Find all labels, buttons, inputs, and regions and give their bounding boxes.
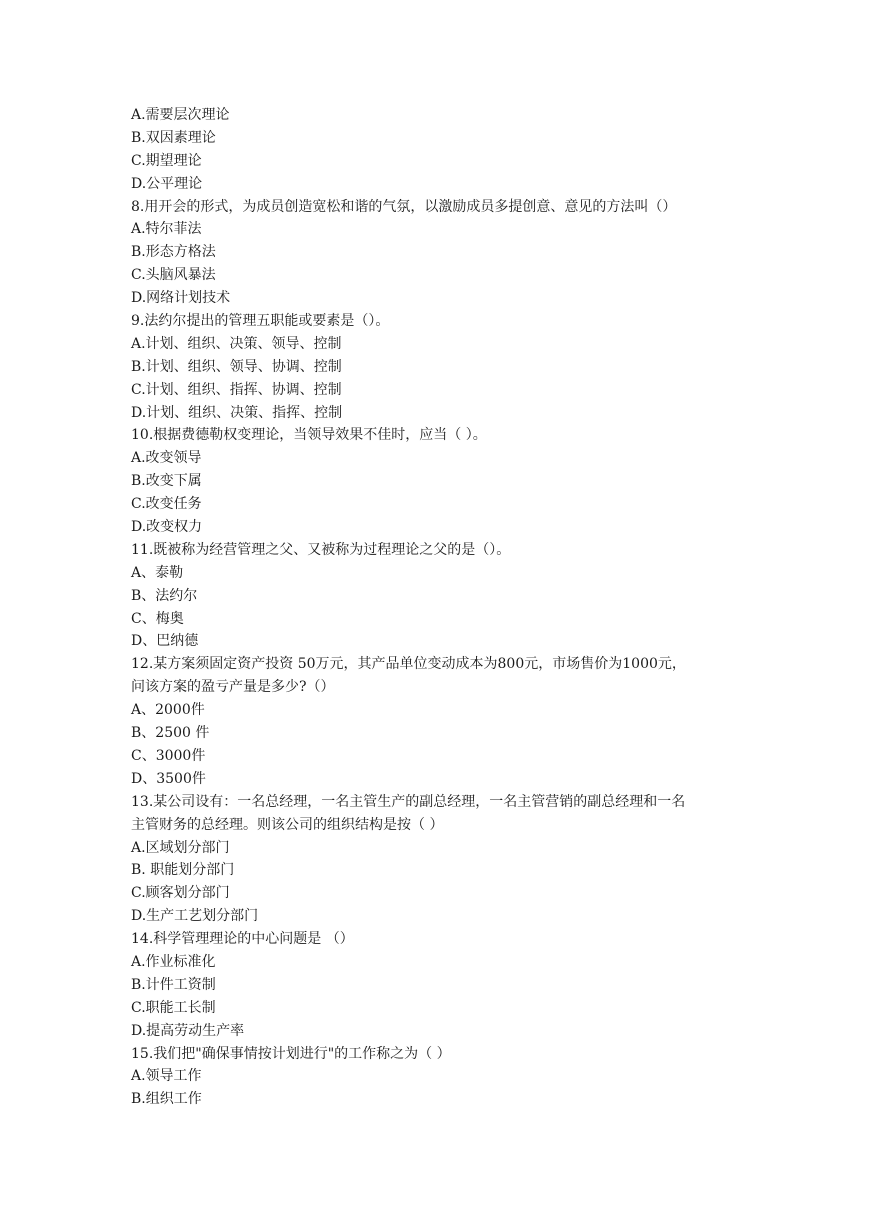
text-line: D.网络计划技术 <box>131 290 231 307</box>
text-line: 8.用开会的形式，为成员创造宽松和谐的气氛，以激励成员多提创意、意见的方法叫（） <box>131 198 677 215</box>
text-line: D.提高劳动生产率 <box>131 1022 245 1039</box>
text-line: B.形态方格法 <box>131 244 216 261</box>
text-line: A.作业标准化 <box>131 953 216 970</box>
text-line: B.改变下属 <box>131 473 202 490</box>
text-line: A.特尔菲法 <box>131 221 202 238</box>
text-line: C、梅奥 <box>131 610 184 627</box>
text-line: D.公平理论 <box>131 175 203 192</box>
text-line: B.计划、组织、领导、协调、控制 <box>131 358 342 375</box>
text-line: 15.我们把"确保事情按计划进行"的工作称之为（ ） <box>131 1045 451 1062</box>
text-line: D、巴纳德 <box>131 633 199 650</box>
text-line: 问该方案的盈亏产量是多少?（） <box>131 679 335 696</box>
text-line: A.计划、组织、决策、领导、控制 <box>131 335 342 352</box>
text-line: 14.科学管理理论的中心问题是 （） <box>131 931 354 948</box>
text-line: B.双因素理论 <box>131 129 216 146</box>
text-line: D.计划、组织、决策、指挥、控制 <box>131 404 343 421</box>
text-line: C.头脑风暴法 <box>131 267 216 284</box>
text-line: D、3500件 <box>131 770 206 787</box>
text-line: A、2000件 <box>131 702 205 719</box>
text-line: 主管财务的总经理。则该公司的组织结构是按（ ） <box>131 816 444 833</box>
text-line: A、泰勒 <box>131 564 184 581</box>
question-text-block <box>131 104 751 1111</box>
text-line: A.领导工作 <box>131 1068 202 1085</box>
text-line: 11.既被称为经营管理之父、又被称为过程理论之父的是（）。 <box>131 541 511 558</box>
text-line: 10.根据费德勒权变理论，当领导效果不佳时，应当（ ）。 <box>131 427 487 444</box>
text-line: B.计件工资制 <box>131 976 216 993</box>
text-line: C.计划、组织、指挥、协调、控制 <box>131 381 342 398</box>
text-line: C.职能工长制 <box>131 999 216 1016</box>
text-line: 12.某方案须固定资产投资 50万元，其产品单位变动成本为800元，市场售价为1000元， <box>131 656 686 673</box>
text-line: 9.法约尔提出的管理五职能或要素是（）。 <box>131 313 390 330</box>
text-line: B. 职能划分部门 <box>131 862 235 879</box>
text-line: B、2500 件 <box>131 725 210 742</box>
text-line: C.期望理论 <box>131 152 202 169</box>
text-line: 13.某公司设有：一名总经理，一名主管生产的副总经理，一名主管营销的副总经理和一名 <box>131 793 686 810</box>
text-line: B.组织工作 <box>131 1091 202 1108</box>
text-line: B、法约尔 <box>131 587 198 604</box>
text-line: C.顾客划分部门 <box>131 885 230 902</box>
text-line: D.改变权力 <box>131 519 203 536</box>
text-line: D.生产工艺划分部门 <box>131 908 259 925</box>
text-line: C、3000件 <box>131 747 206 764</box>
text-line: C.改变任务 <box>131 496 202 513</box>
text-line: A.区域划分部门 <box>131 839 230 856</box>
text-line: A.改变领导 <box>131 450 202 467</box>
text-line: A.需要层次理论 <box>131 107 230 123</box>
